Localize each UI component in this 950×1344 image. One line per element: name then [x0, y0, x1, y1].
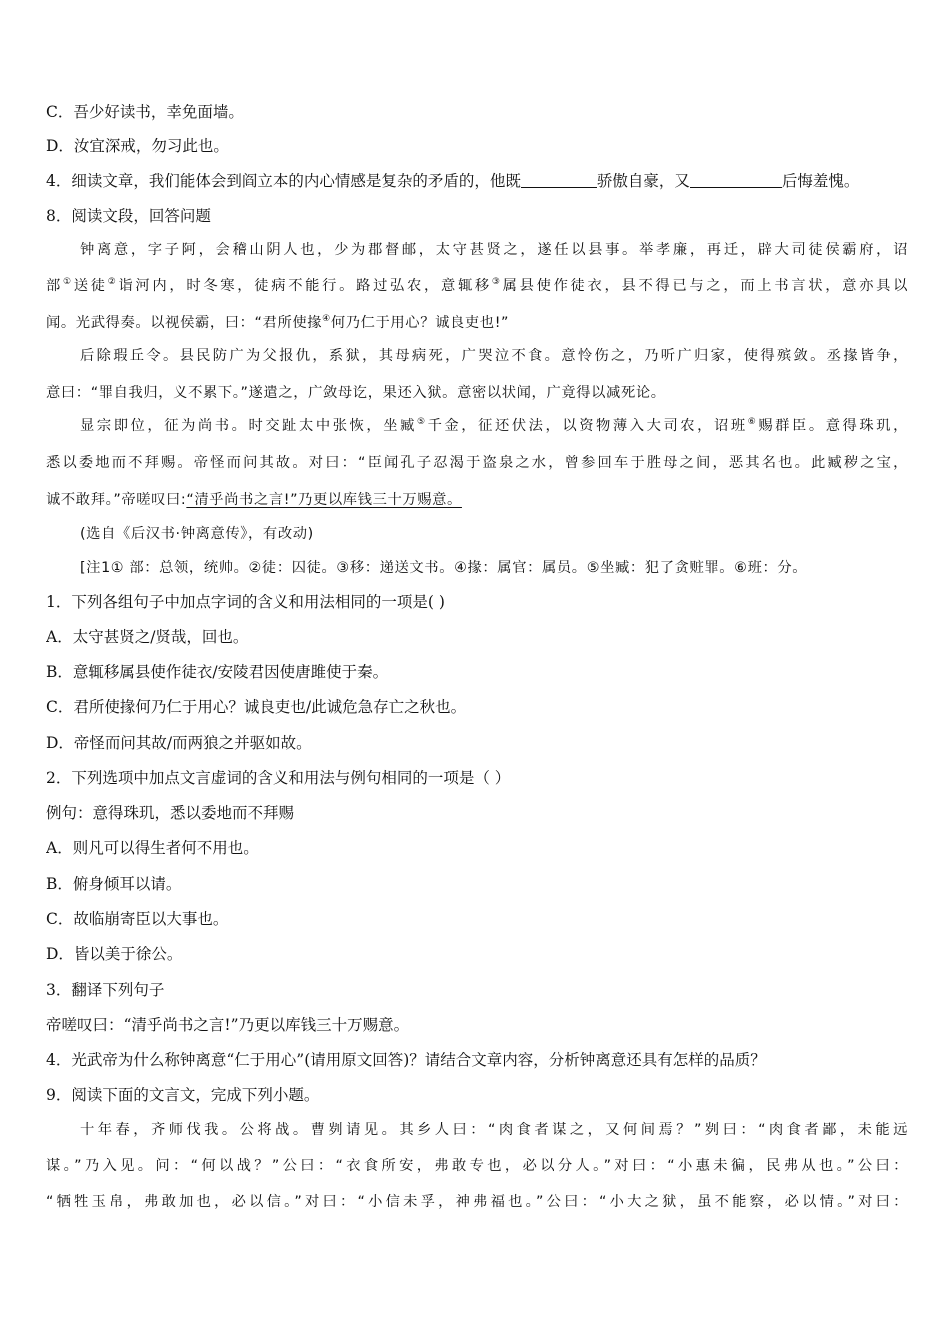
text: 显宗即位，征为尚书。时交趾太中张恢，坐臧 — [80, 418, 417, 434]
question-4 — [46, 1050, 916, 1070]
section-8-heading — [46, 206, 916, 226]
question-2 — [46, 768, 916, 788]
text: 悉以委地而不拜赐。帝怪而问其故。对曰：“臣闻孔子忍渴于盗泉之水，曾参回车于胜母之间，恶其名也。此臧秽之宝， — [46, 455, 908, 471]
footnote-mark: ④ — [322, 314, 331, 325]
text: D．汝宜深戒，勿习此也。 — [46, 137, 229, 155]
text: (选自《后汉书·钟离意传》，有改动) — [80, 526, 314, 542]
passage-line — [46, 313, 916, 333]
option-c — [46, 909, 916, 929]
text: 钟离意，字子阿，会稽山阴人也，少为郡督邮，太守甚贤之，遂任以县事。举孝廉，再迁，辟大司徒侯霸府，诏 — [80, 242, 908, 258]
text: 属县使作徒衣，县不得已与之，而上书言状，意亦具以 — [502, 278, 908, 294]
option-d-line — [46, 136, 916, 156]
text: D．帝怪而问其故/而两狼之并驱如故。 — [46, 734, 312, 752]
text: A．则凡可以得生者何不用也。 — [46, 839, 259, 857]
passage-notes — [80, 558, 916, 578]
option-c-line — [46, 102, 916, 122]
option-b — [46, 874, 916, 894]
option-b — [46, 662, 916, 682]
text: 帝嗟叹曰：“清乎尚书之言!”乃更以库钱三十万赐意。 — [46, 1016, 410, 1034]
text: 4．细读文章，我们能体会到阎立本的内心情感是复杂的矛盾的，他既 — [46, 172, 521, 190]
passage-line — [80, 1120, 908, 1140]
footnote-mark: ① — [62, 277, 74, 288]
text: [注1① 部：总领，统帅。②徒：囚徒。③移：递送文书。④掾：属官：属员。⑤坐臧：犯了贪赃罪。⑥班：分。 — [80, 560, 808, 576]
text: 部 — [46, 278, 63, 294]
example-sentence — [46, 803, 916, 823]
option-c — [46, 697, 916, 717]
text: 十年春，齐师伐我。公将战。曹刿请见。其乡人曰：“肉食者谋之，又何间焉？”刿曰：“肉食者鄙，未能远 — [80, 1122, 908, 1138]
passage-source — [80, 524, 916, 544]
text: B．意辄移属县使作徒衣/安陵君因使唐雎使于秦。 — [46, 663, 389, 681]
question-3 — [46, 980, 916, 1000]
question-1 — [46, 592, 916, 612]
text: 千金，征还伏法，以资物薄入大司农，诏班 — [427, 418, 748, 434]
text: B．俯身倾耳以请。 — [46, 875, 182, 893]
text: C．故临崩寄臣以大事也。 — [46, 910, 229, 928]
passage-line — [80, 346, 908, 366]
option-a — [46, 838, 916, 858]
text: 4．光武帝为什么称钟离意“仁于用心”(请用原文回答)？请结合文章内容，分析钟离意还具有怎样的品质？ — [46, 1051, 766, 1069]
text: 后除瑕丘令。县民防广为父报仇，系狱，其母病死，广哭泣不食。意怜伤之，乃听广归家，使得殡敛。丞掾皆争， — [80, 348, 908, 364]
text: 诣河内，时冬寒，徒病不能行。路过弘农，意辄移 — [118, 278, 492, 294]
option-d — [46, 733, 916, 753]
text: D．皆以美于徐公。 — [46, 945, 183, 963]
text: 例句：意得珠玑，悉以委地而不拜赐 — [46, 804, 295, 822]
passage-line — [46, 490, 916, 510]
text: C．吾少好读书，幸免面墙。 — [46, 103, 244, 121]
text: 闻。光武得奏。以视侯霸，曰：“君所使掾 — [46, 315, 323, 331]
passage-line — [46, 276, 908, 296]
text: 赐群臣。意得珠玑， — [758, 418, 908, 434]
answer-blank-2[interactable] — [690, 173, 782, 188]
text: 2．下列选项中加点文言虚词的含义和用法与例句相同的一项是（ ） — [46, 769, 511, 787]
section-9-heading — [46, 1085, 916, 1105]
footnote-mark: ⑤ — [416, 417, 428, 428]
text: 诚不敢拜。”帝嗟叹曰: — [46, 492, 187, 508]
text: 3．翻译下列句子 — [46, 981, 165, 999]
passage-line — [46, 1192, 908, 1212]
text: A．太守甚贤之/贤哉，回也。 — [46, 628, 249, 646]
text: 送徒 — [73, 278, 108, 294]
footnote-mark: ③ — [491, 277, 503, 288]
text: 9．阅读下面的文言文，完成下列小题。 — [46, 1086, 320, 1104]
text: 8．阅读文段，回答问题 — [46, 207, 211, 225]
passage-line — [46, 1156, 908, 1176]
footnote-mark: ② — [107, 277, 119, 288]
question-4-fill-blank — [46, 171, 916, 191]
text: 何乃仁于用心？诚良吏也!” — [330, 315, 510, 331]
text: C．君所使掾何乃仁于用心？诚良吏也/此诚危急存亡之秋也。 — [46, 698, 467, 716]
passage-line — [80, 240, 908, 260]
footnote-mark: ⑥ — [747, 417, 759, 428]
text: 意曰：“罪自我归，义不累下。”遂遣之，广敛母讫，果还入狱。意密以状闻，广竟得以减死论。 — [46, 385, 666, 401]
underlined-sentence: “清乎尚书之言!”乃更以库钱三十万赐意。 — [186, 492, 462, 508]
option-d — [46, 944, 916, 964]
answer-blank-1[interactable] — [521, 173, 597, 188]
passage-line — [46, 383, 916, 403]
text: “牺牲玉帛，弗敢加也，必以信。”对曰：“小信未孚，神弗福也。”公曰：“小大之狱，虽不能察，必以情。”对曰： — [46, 1194, 908, 1210]
translate-sentence — [46, 1015, 916, 1035]
passage-line — [46, 453, 908, 473]
text: 骄傲自豪，又 — [596, 172, 690, 190]
text: 谋。”乃入见。问：“何以战？”公曰：“衣食所安，弗敢专也，必以分人。”对曰：“小惠未徧，民弗从也。”公曰： — [46, 1158, 908, 1174]
passage-line — [80, 416, 908, 436]
option-a — [46, 627, 916, 647]
text: 1．下列各组句子中加点字词的含义和用法相同的一项是( ) — [46, 593, 445, 611]
text: 后悔羞愧。 — [781, 172, 860, 190]
